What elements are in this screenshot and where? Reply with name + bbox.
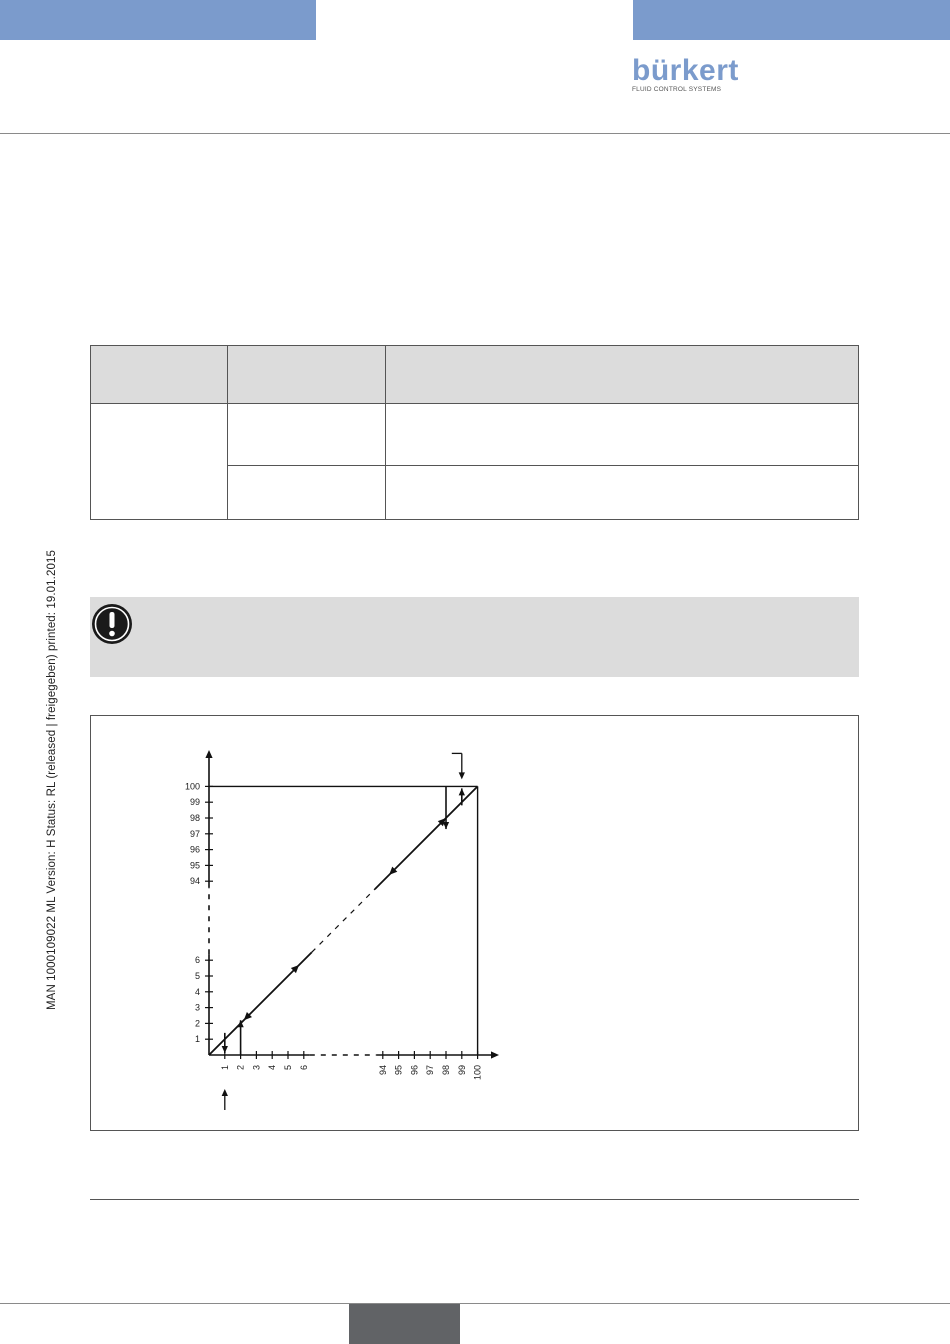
lower-callout-arrow (222, 1089, 228, 1096)
note-box (90, 597, 859, 677)
logo-wordmark: bürkert (632, 54, 739, 87)
table-header-cell (91, 346, 228, 404)
y-tick-label: 97 (189, 828, 200, 839)
page-bottom-divider (0, 1303, 950, 1304)
x-tick-label: 1 (219, 1065, 230, 1071)
x-tick-label: 3 (251, 1065, 262, 1071)
y-tick-label: 96 (189, 844, 200, 855)
exclamation-circle-icon (90, 602, 134, 646)
y-tick-label: 6 (194, 955, 200, 966)
x-tick-label: 97 (425, 1065, 436, 1076)
x-tick-label: 2 (235, 1065, 246, 1071)
y-tick-label: 5 (194, 971, 200, 981)
footer-divider (90, 1199, 859, 1200)
table-row (91, 404, 859, 466)
x-tick-label: 99 (456, 1065, 467, 1076)
upper-callout-arrow (459, 772, 465, 779)
x-tick-label: 6 (298, 1065, 309, 1071)
table-header-cell (228, 346, 386, 404)
x-tick-label: 96 (409, 1065, 420, 1076)
document-status-line: MAN 1000109022 ML Version: H Status: RL (released | freigegeben) printed: 19.01.2015 (46, 550, 58, 1010)
table-cell (91, 404, 228, 520)
lower-drop-arrow (222, 1046, 228, 1053)
table-cell (228, 404, 386, 466)
table-cell (386, 404, 859, 466)
y-tick-label: 99 (189, 797, 200, 808)
y-tick-label: 1 (194, 1034, 200, 1045)
settings-table (90, 345, 859, 520)
logo-tagline: FLUID CONTROL SYSTEMS (632, 86, 722, 93)
header-divider (0, 133, 950, 134)
figure-frame (90, 715, 859, 1131)
y-tick-label: 100 (184, 781, 200, 792)
upper-drop-arrow (443, 822, 449, 829)
upper-rise-arrow (459, 788, 465, 795)
x-tick-label: 5 (283, 1065, 293, 1071)
y-tick-label: 94 (189, 876, 200, 887)
hysteresis-chart (91, 716, 858, 1130)
y-tick-label: 4 (194, 986, 200, 997)
table-header-row (91, 346, 859, 404)
y-tick-label: 98 (189, 813, 200, 823)
brand-logo (632, 54, 739, 93)
table-header-cell (386, 346, 859, 404)
y-tick-label: 95 (189, 860, 200, 871)
header-band-right (633, 0, 950, 40)
diagonal-break (312, 889, 375, 952)
x-axis-arrow (491, 1051, 499, 1058)
header-band-left (0, 0, 316, 40)
x-tick-label: 100 (472, 1065, 483, 1081)
table-cell (386, 466, 859, 520)
y-tick-label: 3 (194, 1002, 200, 1013)
y-tick-label: 2 (194, 1018, 200, 1029)
x-tick-label: 4 (267, 1065, 278, 1071)
table-cell (228, 466, 386, 520)
x-tick-label: 98 (441, 1065, 451, 1076)
x-tick-label: 94 (377, 1065, 388, 1076)
y-axis-arrow (205, 750, 212, 758)
x-tick-label: 95 (393, 1065, 404, 1076)
page-number-tab (349, 1304, 460, 1344)
